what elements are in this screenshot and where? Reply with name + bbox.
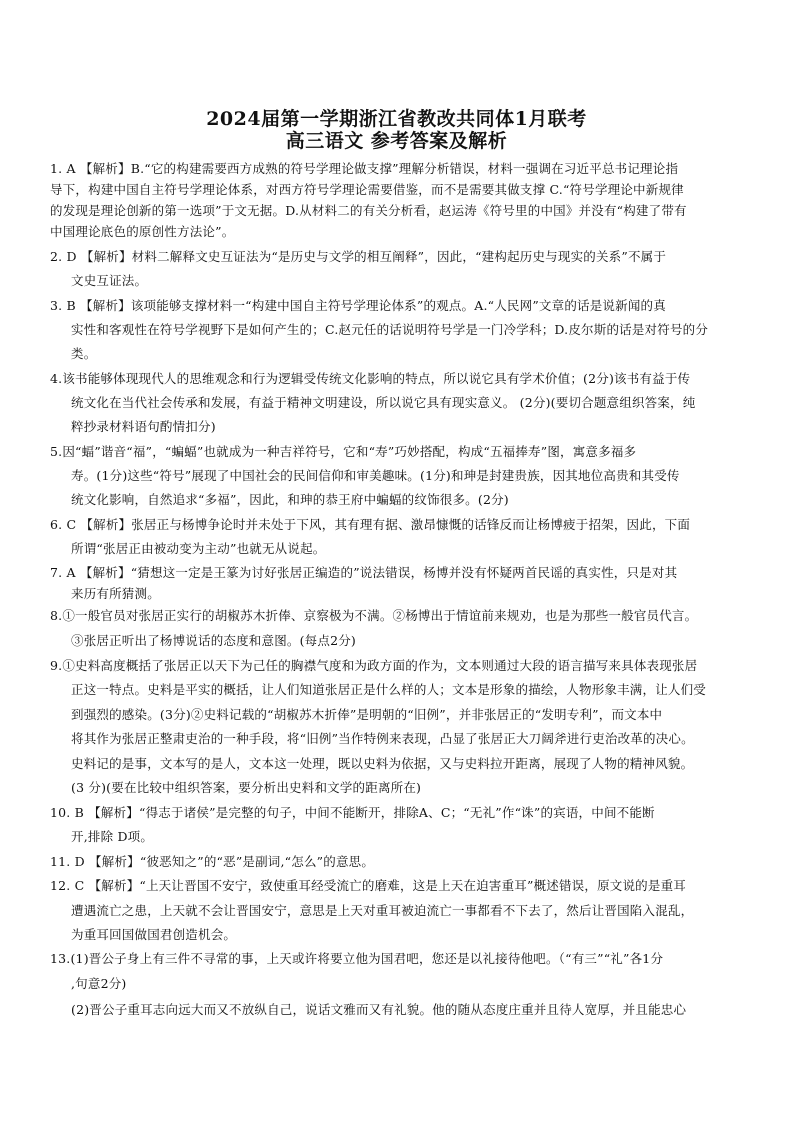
- answer-line: 8.①一般官员对张居正实行的胡椒苏木折俸、京察极为不满。②杨博出于情谊前来规劝，也是为那些一般官员代言。: [50, 608, 698, 623]
- answer-line: 类。: [71, 346, 97, 361]
- answer-line: ③张居正听出了杨博说话的态度和意图。(每点2分): [71, 633, 357, 648]
- document-subtitle: 高三语文 参考答案及解析: [285, 130, 508, 152]
- answer-line: 4.该书能够体现现代人的思维观念和行为逻辑受传统文化影响的特点，所以说它具有学术价值；(2分)该书有益于传: [50, 371, 691, 386]
- answer-line: 1. A 【解析】B.“它的构建需要西方成熟的符号学理论做支撑”理解分析错误，材料一强调在习近平总书记理论指: [50, 161, 679, 176]
- answer-line: 中国理论底色的原创性方法论”。: [50, 224, 235, 239]
- answer-line: 开,排除 D项。: [71, 829, 154, 844]
- answer-line: 13.(1)晋公子身上有三件不寻常的事，上天或许将要立他为国君吧，您还是以礼接待他吧。（“有三”“礼”各1分: [50, 951, 664, 966]
- answer-line: (3 分)(要在比较中组织答案，要分析出史料和文学的距离所在): [71, 780, 422, 795]
- answer-line: 12. C 【解析】“上天让晋国不安宁，致使重耳经受流亡的磨难，这是上天在迫害重耳”概述错误，原文说的是重耳: [50, 878, 686, 893]
- answer-line: 导下，构建中国自主符号学理论体系，对西方符号学理论需要借鉴，而不是需要其做支撑 C.“符号学理论中新规律: [50, 182, 684, 197]
- answer-line: 2. D 【解析】材料二解释文史互证法为“是历史与文学的相互阐释”，因此，“建构起历史与现实的关系”不属于: [50, 249, 667, 264]
- answer-line: 遭遇流亡之患，上天就不会让晋国安宁，意思是上天对重耳被迫流亡一事都看不下去了，然后让晋国陷入混乱，: [71, 903, 694, 918]
- answer-line: 3. B 【解析】该项能够支撑材料一“构建中国自主符号学理论体系”的观点。A.“人民网”文章的话是说新闻的真: [50, 298, 666, 313]
- answer-line: 11. D 【解析】“彼恶知之”的“恶”是副词,“怎么”的意思。: [50, 854, 375, 869]
- answer-line: 粹抄录材料语句酌情扣分): [71, 419, 216, 434]
- answer-line: 5.因“蝠”谐音“福”，“蝙蝠”也就成为一种吉祥符号，它和“寿”巧妙搭配，构成“五福捧寿”图，寓意多福多: [50, 444, 637, 459]
- answer-line: (2)晋公子重耳志向远大而又不放纵自己，说话文雅而又有礼貌。他的随从态度庄重并且待人宽厚，并且能忠心: [71, 1002, 687, 1017]
- document-title: 2024届第一学期浙江省教改共同体1月联考: [206, 108, 587, 130]
- answer-line: 7. A 【解析】“猜想这一定是王篆为讨好张居正编造的”说法错误，杨博并没有怀疑两首民谣的真实性，只是对其: [50, 565, 678, 580]
- answer-line: 来历有所猜测。: [71, 586, 160, 601]
- answer-line: 实性和客观性在符号学视野下是如何产生的；C.赵元任的话说明符号学是一门冷学科；D.皮尔斯的话是对符号的分: [71, 322, 709, 337]
- answer-line: 到强烈的感染。(3分)②史料记载的“胡椒苏木折俸”是明朝的“旧例”，并非张居正的“发明专利”，而文本中: [71, 707, 663, 722]
- answer-line: 正这一特点。史料是平实的概括，让人们知道张居正是什么样的人；文本是形象的描绘，人物形象丰满，让人们受: [71, 682, 707, 697]
- answer-line: 史料记的是事，文本写的是人，文本这一处理，既以史料为依据，又与史料拉开距离，展现了人物的精神风貌。: [71, 756, 694, 771]
- answer-line: 统文化影响，自然追求“多福”，因此，和珅的恭王府中蝙蝠的纹饰很多。(2分): [71, 492, 509, 507]
- answer-line: 文史互证法。: [71, 273, 148, 288]
- answer-line: ,句意2分): [71, 976, 127, 991]
- answer-line: 为重耳回国做国君创造机会。: [71, 927, 237, 942]
- answer-line: 的发现是理论创新的第一选项”于文无据。D.从材料二的有关分析看，赵运涛《符号里的中国》并没有“构建了带有: [50, 203, 687, 218]
- answer-line: 统文化在当代社会传承和发展，有益于精神文明建设，所以说它具有现实意义。 (2分)(要切合题意组织答案，纯: [71, 395, 696, 410]
- answer-line: 所谓“张居正由被动变为主动”也就无从说起。: [71, 541, 326, 556]
- answer-line: 6. C 【解析】张居正与杨博争论时并未处于下风，其有理有据、激昂慷慨的话锋反而让杨博疲于招架，因此，下面: [50, 517, 691, 532]
- answer-line: 寿。(1分)这些“符号”展现了中国社会的民间信仰和审美趣味。(1分)和珅是封建贵族，因其地位高贵和其受传: [71, 468, 680, 483]
- answer-line: 10. B 【解析】“得志于诸侯”是完整的句子，中间不能断开，排除A、C；“无礼”作“诛”的宾语，中间不能断: [50, 805, 655, 820]
- answer-line: 9.①史料高度概括了张居正以天下为己任的胸襟气度和为政方面的作为，文本则通过大段的语言描写来具体表现张居: [50, 658, 698, 673]
- answer-line: 将其作为张居正整肃吏治的一种手段，将“旧例”当作特例来表现，凸显了张居正大刀阔斧进行吏治改革的决心。: [71, 731, 694, 746]
